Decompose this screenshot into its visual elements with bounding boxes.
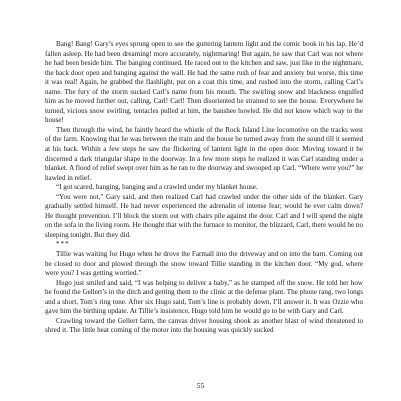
paragraph: Then through the wind, he faintly heard the whistle of the Rock Island Line locomotive on the tracks west of the farm. Knowing that he was between the train and the house he turned away from the sound till it seemed at his back. Within a few steps he saw the flickering of lantern light in the open door. Moving toward it he discerned a dark triangular shape in the doorway. In a few more steps he realized it was Carl standing under a blanket. A flood of relief swept over him as he ran to the doorway and swooped up Carl. “Where were you?” he hawled in relief.	[45, 125, 363, 182]
body-text	[45, 40, 363, 336]
paragraph: Tillie was waiting for Hugo when he drove the Farmall into the driveway and on into the barn. Coming out he closed to door and plowed through the snow toward Tillie standing in the kitchen door. “My god, where were you? I was getting worried.”	[45, 250, 363, 278]
paragraph: “I got scared, banging, banging and a crawled under my blanket house.	[56, 183, 258, 192]
paragraph: “You were not,” Gary said, and then realized Carl had crawled under the other side of the blanket. Gary gradually settled himself. He had never experienced the adrenalin of intense fear; would he ever calm down? He thought prevention. I’ll block the storm out with chairs pile against the door. Carl and I will spend the night on the sofa in the living room. He thought that with the furnace to monitor, the blizzard, Carl, there would be no sleeping tonight. But they did.	[45, 192, 363, 239]
section-break: ***	[56, 240, 70, 249]
page-number: 55	[196, 381, 205, 390]
paragraph: Bang! Bang! Gary’s eyes sprung open to see the guttering lantern light and the comic book in his lap. He’d fallen asleep. He had been dreaming! more accurately, nightmaring! But again, he saw that Carl was not where he had been beside him. The banging continued. He raced out to the kitchen and saw, just like in the nightmare, the back door open and banging against the wall. He had the same rush of fear and anxiety but worse, this time it was real! Again, he grabbed the flashlight, put on a coat this time, and rushed into the storm, calling Carl’s name. The fury of the storm sucked Carl’s name from his mouth. The swirling snow and blackness engulfed him as he moved further out, calling, Carl! Carl! Then disoriented he strained to see the house. Everywhere he turned, vicious snow swirling, tentacles pulled at him, the banshee howled. He did not know which way to the house!	[45, 40, 363, 125]
paragraph: Hugo just smiled and said, “I was helping to deliver a baby,” as he stamped off the snow. He told her how he found the Gellert’s in the ditch and getting them to the clinic at the defense plant. The phone rang, two longs and a short, Tom’s ring tone. After six Hugo said, Tom’s line is probably down, I’ll answer it. It was Ozzie who gave him the birthing update. At Tillie’s insistence, Hugo told him he would go to be with Gary and Carl.	[45, 278, 363, 316]
paragraph: Crawling toward the Gellert farm, the canvas driver housing shook as another blast of wind threatened to shred it. The little heat coming of the motor into the housing was quickly sucked	[45, 316, 363, 335]
